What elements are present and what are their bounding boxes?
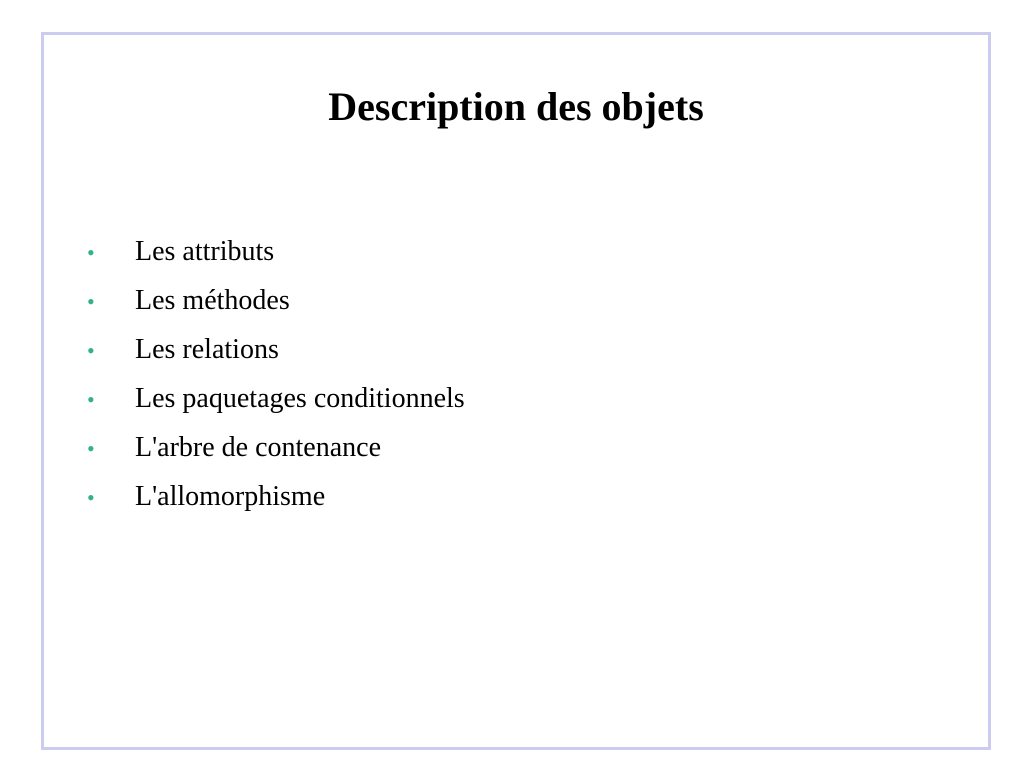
list-item xyxy=(87,476,465,525)
list-item-label: Les paquetages conditionnels xyxy=(135,383,465,414)
slide-title: Description des objets xyxy=(328,84,704,129)
list-item xyxy=(87,378,465,427)
list-item-label: Les relations xyxy=(135,334,279,365)
slide-frame xyxy=(41,32,991,750)
list-item-label: L'allomorphisme xyxy=(135,481,326,512)
bullet-icon: • xyxy=(87,436,95,461)
list-item-label: Les attributs xyxy=(135,236,275,267)
bullet-icon: • xyxy=(87,485,95,510)
bullet-icon: • xyxy=(87,387,95,412)
list-item xyxy=(87,427,465,476)
list-item xyxy=(87,231,465,280)
list-item-label: Les méthodes xyxy=(135,285,290,316)
list-item xyxy=(87,280,465,329)
bullet-icon: • xyxy=(87,289,95,314)
bullet-list xyxy=(87,231,465,525)
list-item-label: L'arbre de contenance xyxy=(135,432,381,463)
bullet-icon: • xyxy=(87,338,95,363)
bullet-icon: • xyxy=(87,240,95,265)
list-item xyxy=(87,329,465,378)
